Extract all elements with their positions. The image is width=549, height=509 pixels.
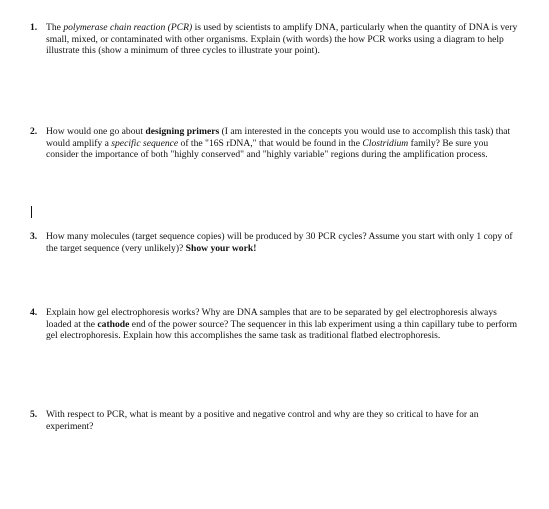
text-segment-italic: Clostridium [362,137,409,149]
text-segment-italic: polymerase chain reaction (PCR) [63,22,193,33]
question-number: 3. [30,231,38,242]
question-5 [30,409,520,432]
text-segment: With respect to PCR, what is meant by a positive and negative control and why are they so critical to have for an experiment? [46,409,479,432]
text-segment-italic: specific sequence [111,137,179,149]
text-segment: The [46,22,64,33]
text-segment: How many molecules (target sequence copies) will be produced by 30 PCR cycles? Assume you start with only 1 copy of the target sequence (very unlikely)? [46,231,513,254]
question-text [46,126,520,161]
text-cursor[interactable] [31,206,32,218]
text-segment-bold: cathode [97,318,130,330]
question-number: 2. [30,126,38,137]
text-segment: is used by scientists to amplify DNA, particularly when the quantity of DNA is very small, mixed, or contaminated with other organisms. Explain (with words) the how PCR works using a diagram to help illustrate this (show a minimum of three cycles to illustrate your point). [46,22,518,57]
text-segment: end of the power source? The sequencer in this lab experiment using a thin capillary tube to perform gel electrophoresis. Explain how this accomplishes the same task as traditional flatbed electrophoresis. [46,318,518,342]
text-segment: family? Be sure you consider the importance of both "highly conserved" and "highly variable" regions during the amplification process. [46,137,489,161]
question-2 [30,126,520,161]
question-text [46,307,520,342]
question-3 [30,231,520,254]
question-number: 1. [30,22,38,33]
question-number: 4. [30,307,38,318]
text-segment: How would one go about [46,126,146,137]
text-segment: (I am interested in the concepts you would use to accomplish this task) that would amplify a [46,126,511,149]
question-text [46,409,520,432]
question-4 [30,307,520,342]
text-segment-bold: Show your work! [185,242,257,254]
text-segment: Explain how gel electrophoresis works? Why are DNA samples that are to be separated by gel electrophoresis always loaded at the [46,307,497,330]
text-segment-bold: designing primers [145,126,220,137]
question-text [46,22,520,57]
question-number: 5. [30,409,38,420]
question-text [46,231,520,254]
question-1 [30,22,520,57]
text-segment: of the "16S rDNA," that would be found in the [178,137,363,149]
